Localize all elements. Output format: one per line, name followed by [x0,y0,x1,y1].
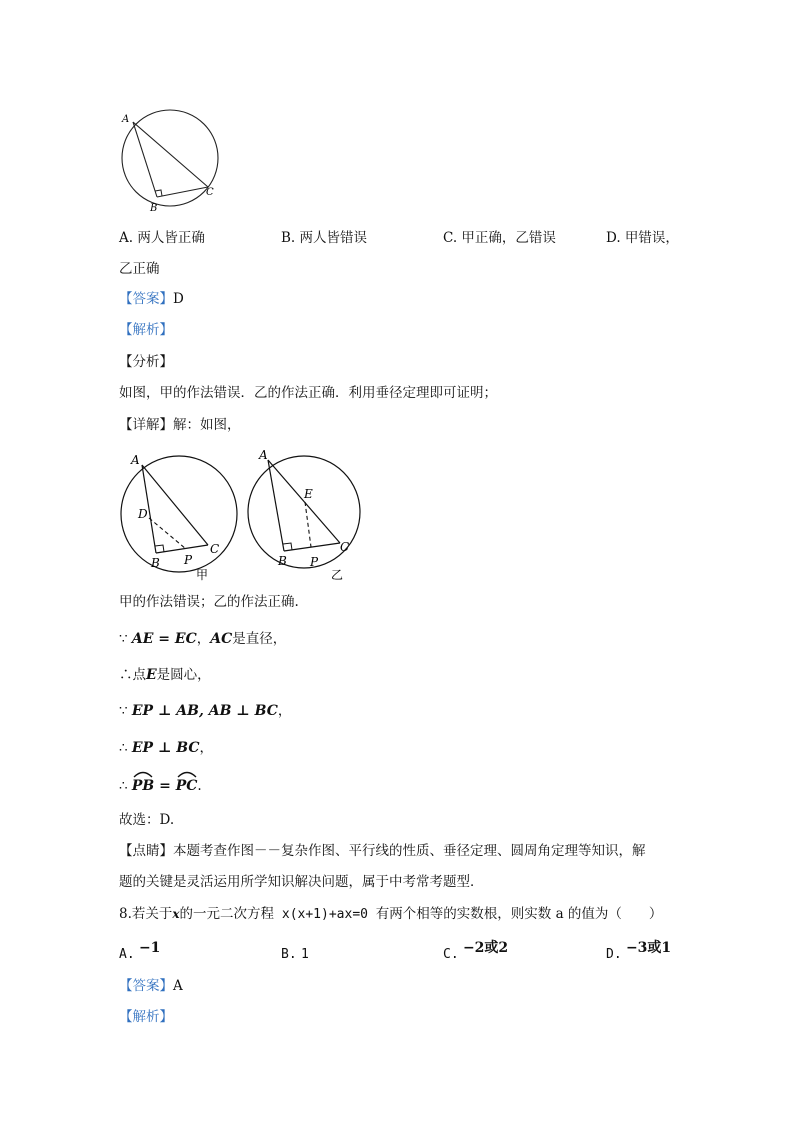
proof-select: 故选：D. [119,812,175,828]
yi-label-a: A [259,448,268,462]
comment-tag: 【点睛】 [119,843,173,859]
q7-fenxi-text: 如图，甲的作法错误．乙的作法正确．利用垂径定理即可证明； [119,385,497,401]
comma: ， [196,631,211,647]
perpendicular-statement: EP ⊥ AB, AB ⊥ BC [131,703,278,719]
arc-pb-label: PB [131,778,155,794]
detail-tag: 【详解】 [119,417,173,433]
proof-line-0: 甲的作法错误；乙的作法正确. [119,594,299,610]
ep-perp-bc: EP ⊥ BC [131,740,200,756]
q7-comment-line-2: 题的关键是灵活运用所学知识解决问题，属于中考常考题型． [119,874,484,890]
proof-line-2 [119,666,211,684]
q7-analysis-tag: 【解析】 [119,322,173,338]
option-value: −3或1 [625,940,672,956]
yi-caption: 乙 [331,568,344,582]
variable-x: x [172,907,180,921]
q8-answer [119,977,183,995]
jia-label-a: A [131,453,140,467]
option-value: −2或2 [462,940,509,956]
option-label: B. [281,947,297,962]
segment-ac: AC [210,631,233,647]
comma: ， [277,703,292,719]
vertex-label-c: C [206,187,214,198]
q8-pre: 8.若关于 [119,906,173,922]
q7-option-a: A. 两人皆正确 [119,230,205,246]
figure-jia [118,450,240,582]
q7-comment-line-1 [119,842,646,860]
q8-option-b [281,945,309,964]
q7-answer [119,290,184,308]
therefore-symbol: ∴ [119,740,128,756]
figure-yi [243,446,365,582]
arc-mark-icon [177,770,197,778]
period: . [197,778,202,794]
equals: = [154,778,176,794]
vertex-label-a: A [122,114,130,125]
proof-line-5 [119,777,202,795]
q8-analysis-tag: 【解析】 [119,1009,173,1025]
jia-label-b: B [151,556,160,570]
arc-pb [132,777,154,795]
q8-equation: x(x+1)+ax=0 [274,907,376,922]
q7-option-c: C. 甲正确，乙错误 [443,230,556,246]
q7-option-d-continued: 乙正确 [119,261,160,277]
therefore-text: ∴点 [119,667,146,683]
answer-value: D [173,291,184,307]
q7-fenxi-tag: 【分析】 [119,354,173,370]
option-label: C. [443,947,459,962]
q8-option-d [606,940,672,964]
q8-post: 有两个相等的实数根，则实数 a 的值为（ ） [375,906,663,922]
proof-line-3 [119,702,291,720]
question-7-figure [114,108,226,214]
therefore-symbol: ∴ [119,778,128,794]
proof-text: 是直径， [232,631,287,647]
because-symbol: ∵ [119,631,128,647]
option-label: A. [119,947,135,962]
arc-pc [176,777,198,795]
q8-option-a [119,940,161,964]
vertex-label-b: B [150,203,158,214]
answer-tag: 【答案】 [119,978,173,994]
q7-detail [119,416,241,434]
jia-label-c: C [210,542,220,556]
option-value: −1 [138,940,161,956]
option-label: D. [606,947,622,962]
arc-mark-icon [133,770,153,778]
proof-text: 是圆心， [156,667,211,683]
detail-text: 解：如图， [173,417,241,433]
answer-tag: 【答案】 [119,291,173,307]
yi-label-p: P [310,555,319,569]
q8-mid: 的一元二次方程 [179,906,275,922]
jia-caption: 甲 [196,568,209,582]
equation-ae-ec: AE = EC [131,631,197,647]
option-value: 1 [300,947,309,962]
yi-label-b: B [278,554,287,568]
proof-line-4 [119,739,213,757]
jia-label-d: D [138,507,148,521]
answer-value: A [173,978,183,994]
proof-line-1 [119,630,286,648]
q8-option-c [443,940,509,964]
arc-pc-label: PC [175,778,198,794]
point-e: E [146,667,157,683]
jia-label-p: P [184,553,193,567]
q7-option-d: D. 甲错误， [606,230,679,246]
because-symbol: ∵ [119,703,128,719]
comma: ， [199,740,214,756]
q8-stem [119,905,662,924]
yi-label-e: E [304,487,313,501]
comment-text: 本题考查作图－－复杂作图、平行线的性质、垂径定理、圆周角定理等知识，解 [173,843,646,859]
yi-label-c: C [340,540,350,554]
q7-option-b: B. 两人皆错误 [281,230,368,246]
